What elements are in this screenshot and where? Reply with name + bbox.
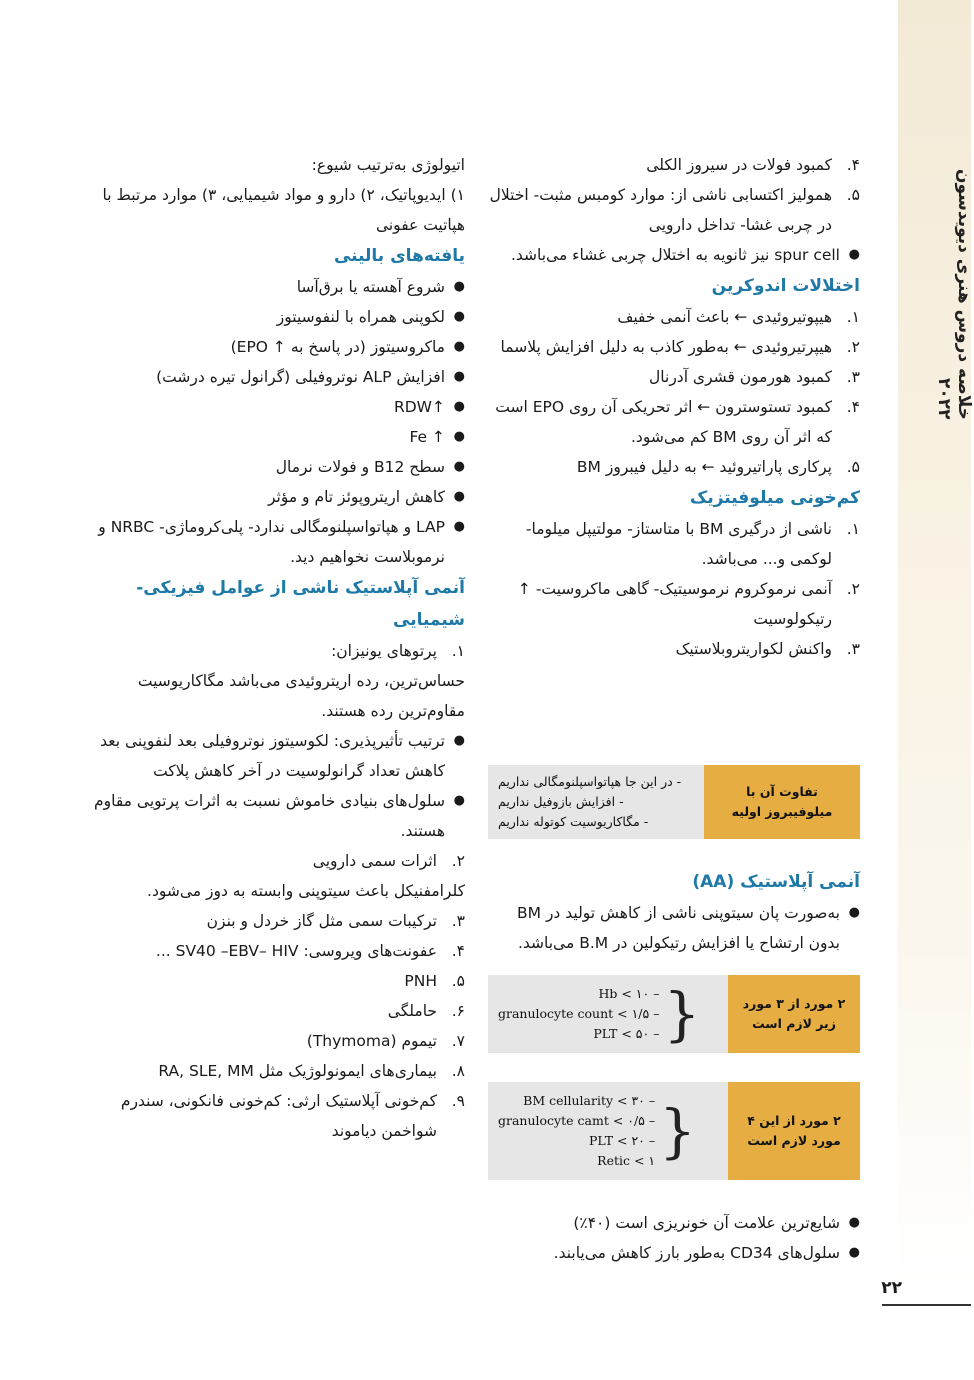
section-heading-myelophthisic: کم‌خونی میلوفیتزیک [689, 488, 860, 508]
etiology-text: ۱) ایدیوپاتیک، ۲) دارو و مواد شیمیایی، ۳) موارد مرتبط با هپاتیت عفونی [102, 186, 465, 234]
bullet-icon: ● [453, 519, 465, 534]
bullet-item: ● کاهش اریتروپوئز تام و مؤثر [83, 482, 465, 512]
bullet-item: ● سلول‌های CD34 به‌طور بارز کاهش می‌یابند. [488, 1238, 860, 1268]
list-item: ۴. کمبود فولات در سیروز الکلی [646, 156, 860, 174]
bullet-item: ● ↑ Fe [83, 422, 465, 452]
bullet-item: ● سلول‌های بنیادی خاموش نسبت به اثرات پرتویی مقاوم هستند. [83, 786, 465, 846]
list-item: ۷. تیموم (Thymoma) [306, 1032, 465, 1050]
comparison-box [488, 765, 860, 839]
list-item: ۱. هیپوتیروئیدی ← باعث آنمی خفیف [617, 308, 860, 326]
list-item: ۲. اثرات سمی دارویی [312, 852, 465, 870]
bullet-icon: ● [453, 369, 465, 384]
comparison-box-key: تفاوت آن با میلوفیبروز اولیه [704, 765, 860, 839]
list-item: ۱. ناشی از درگیری BM با متاستاز- مولتیپل میلوما- لوکمی و... می‌باشد. [525, 520, 860, 568]
list-item: ۶. حاملگی [387, 1002, 465, 1020]
list-item: ۲. آنمی نرموکروم نرموسیتیک- گاهی ماکروسیت- ↑ رتیکولوسیت [517, 580, 860, 628]
bullet-icon: ● [453, 733, 465, 748]
aa-section [488, 866, 860, 958]
bullet-item: ● شایع‌ترین علامت آن خونریزی است (۴۰٪) [488, 1208, 860, 1238]
bullet-icon: ● [848, 1215, 860, 1230]
criteria-box-key: ۲ مورد از ۳ مورد زیر لازم است [728, 975, 860, 1053]
bullet-icon: ● [453, 309, 465, 324]
criteria-box [488, 975, 860, 1053]
list-item: ۴. عفونت‌های ویروسی: SV40 –EBV– HIV ... [155, 942, 465, 960]
radiation-text: حساس‌ترین، رده اریتروئیدی می‌باشد مگاکاریوسیت مقاوم‌ترین رده هستند. [137, 672, 465, 720]
list-item: ۸. بیماری‌های ایمونولوژیک مثل RA, SLE, MM [158, 1062, 465, 1080]
bottom-bullets [488, 1208, 860, 1268]
list-item: ۳. ترکیبات سمی مثل گاز خردل و بنزن [206, 912, 465, 930]
bullet-item: ● شروع آهسته یا برق‌آسا [83, 272, 465, 302]
list-item: ۲. هیپرتیروئیدی ← به‌طور کاذب به دلیل افزایش پلاسما [500, 338, 860, 356]
bullet-icon: ● [453, 489, 465, 504]
brace-icon: { [659, 1097, 697, 1165]
running-title: خلاصه دروس هنری دیویدسون ۲۰۲۲ [934, 169, 974, 420]
bullet-item: ● spur cell نیز ثانویه به اختلال چربی غشاء می‌باشد. [488, 240, 860, 270]
bullet-item: ● سطح B12 و فولات نرمال [83, 452, 465, 482]
list-item: ۴. کمبود تستوسترون ← اثر تحریکی آن روی EPO است که اثر آن روی BM کم می‌شود. [495, 398, 860, 446]
bullet-item: ● به‌صورت پان سیتوپنی ناشی از کاهش تولید در BM بدون ارتشاح یا افزایش رتیکولین در B.M می‌باشد. [488, 898, 860, 958]
bullet-icon: ● [848, 1245, 860, 1260]
criteria-box-key: ۲ مورد از این ۴ مورد لازم است [728, 1082, 860, 1180]
bullet-item: ● ماکروسیتوز (در پاسخ به ↑ EPO) [83, 332, 465, 362]
bullet-icon: ● [453, 459, 465, 474]
list-item: ۹. کم‌خونی آپلاستیک ارثی: کم‌خونی فانکونی، سندرم شواخمن دیاموند [120, 1092, 465, 1140]
criteria-box-values: { Hb < ۱۰ – granulocyte count < ۱/۵ – PLT < ۵۰ – [488, 975, 728, 1053]
bullet-item: ● افزایش ALP نوتروفیلی (گرانول تیره درشت) [83, 362, 465, 392]
section-heading-endocrine: اختلالات اندوکرین [711, 276, 860, 296]
section-heading-clinical: یافته‌های بالینی [333, 246, 465, 266]
list-item: ۵. پرکاری پاراتیروئید ← به دلیل فیبروز BM [576, 458, 860, 476]
section-heading-physchem: آنمی آپلاستیک ناشی از عوامل فیزیکی- شیمیایی [136, 578, 465, 630]
bullet-item: ● LAP و هپاتواسپلنومگالی ندارد- پلی‌کروماژی- NRBC و نرموبلاست نخواهیم دید. [83, 512, 465, 572]
list-item: ۵. PNH [404, 972, 465, 990]
section-heading-aplastic: آنمی آپلاستیک (AA) [692, 872, 860, 892]
criteria-box [488, 1082, 860, 1180]
bullet-icon: ● [453, 339, 465, 354]
bullet-icon: ● [453, 429, 465, 444]
bullet-icon: ● [848, 247, 860, 262]
comparison-box-values: - در این جا هپاتواسپلنومگالی نداریم - افزایش بازوفیل نداریم - مگاکاریوسیت کوتوله نداریم [488, 765, 704, 839]
etiology-intro: اتیولوژی به‌ترتیب شیوع: [311, 156, 465, 174]
right-column [488, 150, 860, 664]
footer-rule [882, 1304, 971, 1306]
list-item: ۳. کمبود هورمون قشری آدرنال [649, 368, 860, 386]
list-item: ۵. همولیز اکتسابی ناشی از: موارد کومبس مثبت- اختلال در چربی غشا- تداخل دارویی [489, 186, 860, 234]
brace-icon: { [663, 980, 701, 1048]
bullet-item: ● ترتیب تأثیرپذیری: لکوسیتوز نوتروفیلی بعد لنفوپنی بعد کاهش تعداد گرانولوسیت در آخر کاهش پلاکت [83, 726, 465, 786]
bullet-icon: ● [453, 399, 465, 414]
page-number: ۲۲ [881, 1278, 902, 1298]
bullet-icon: ● [848, 905, 860, 920]
bullet-icon: ● [453, 793, 465, 808]
left-column [83, 150, 465, 1146]
bullet-icon: ● [453, 279, 465, 294]
list-item: ۱. پرتوهای یونیزان: [331, 642, 465, 660]
criteria-box-values: { BM cellularity < ۳۰ – granulocyte camt < ۰/۵ – PLT < ۲۰ – Retic < ۱ [488, 1082, 728, 1180]
bullet-item: ● لکوپنی همراه با لنفوسیتوز [83, 302, 465, 332]
drug-text: کلرامفنیکل باعث سیتوپنی وابسته به دوز می‌شود. [147, 882, 465, 900]
bullet-item: ● ↑RDW [83, 392, 465, 422]
list-item: ۳. واکنش لکواریتروبلاستیک [675, 640, 860, 658]
